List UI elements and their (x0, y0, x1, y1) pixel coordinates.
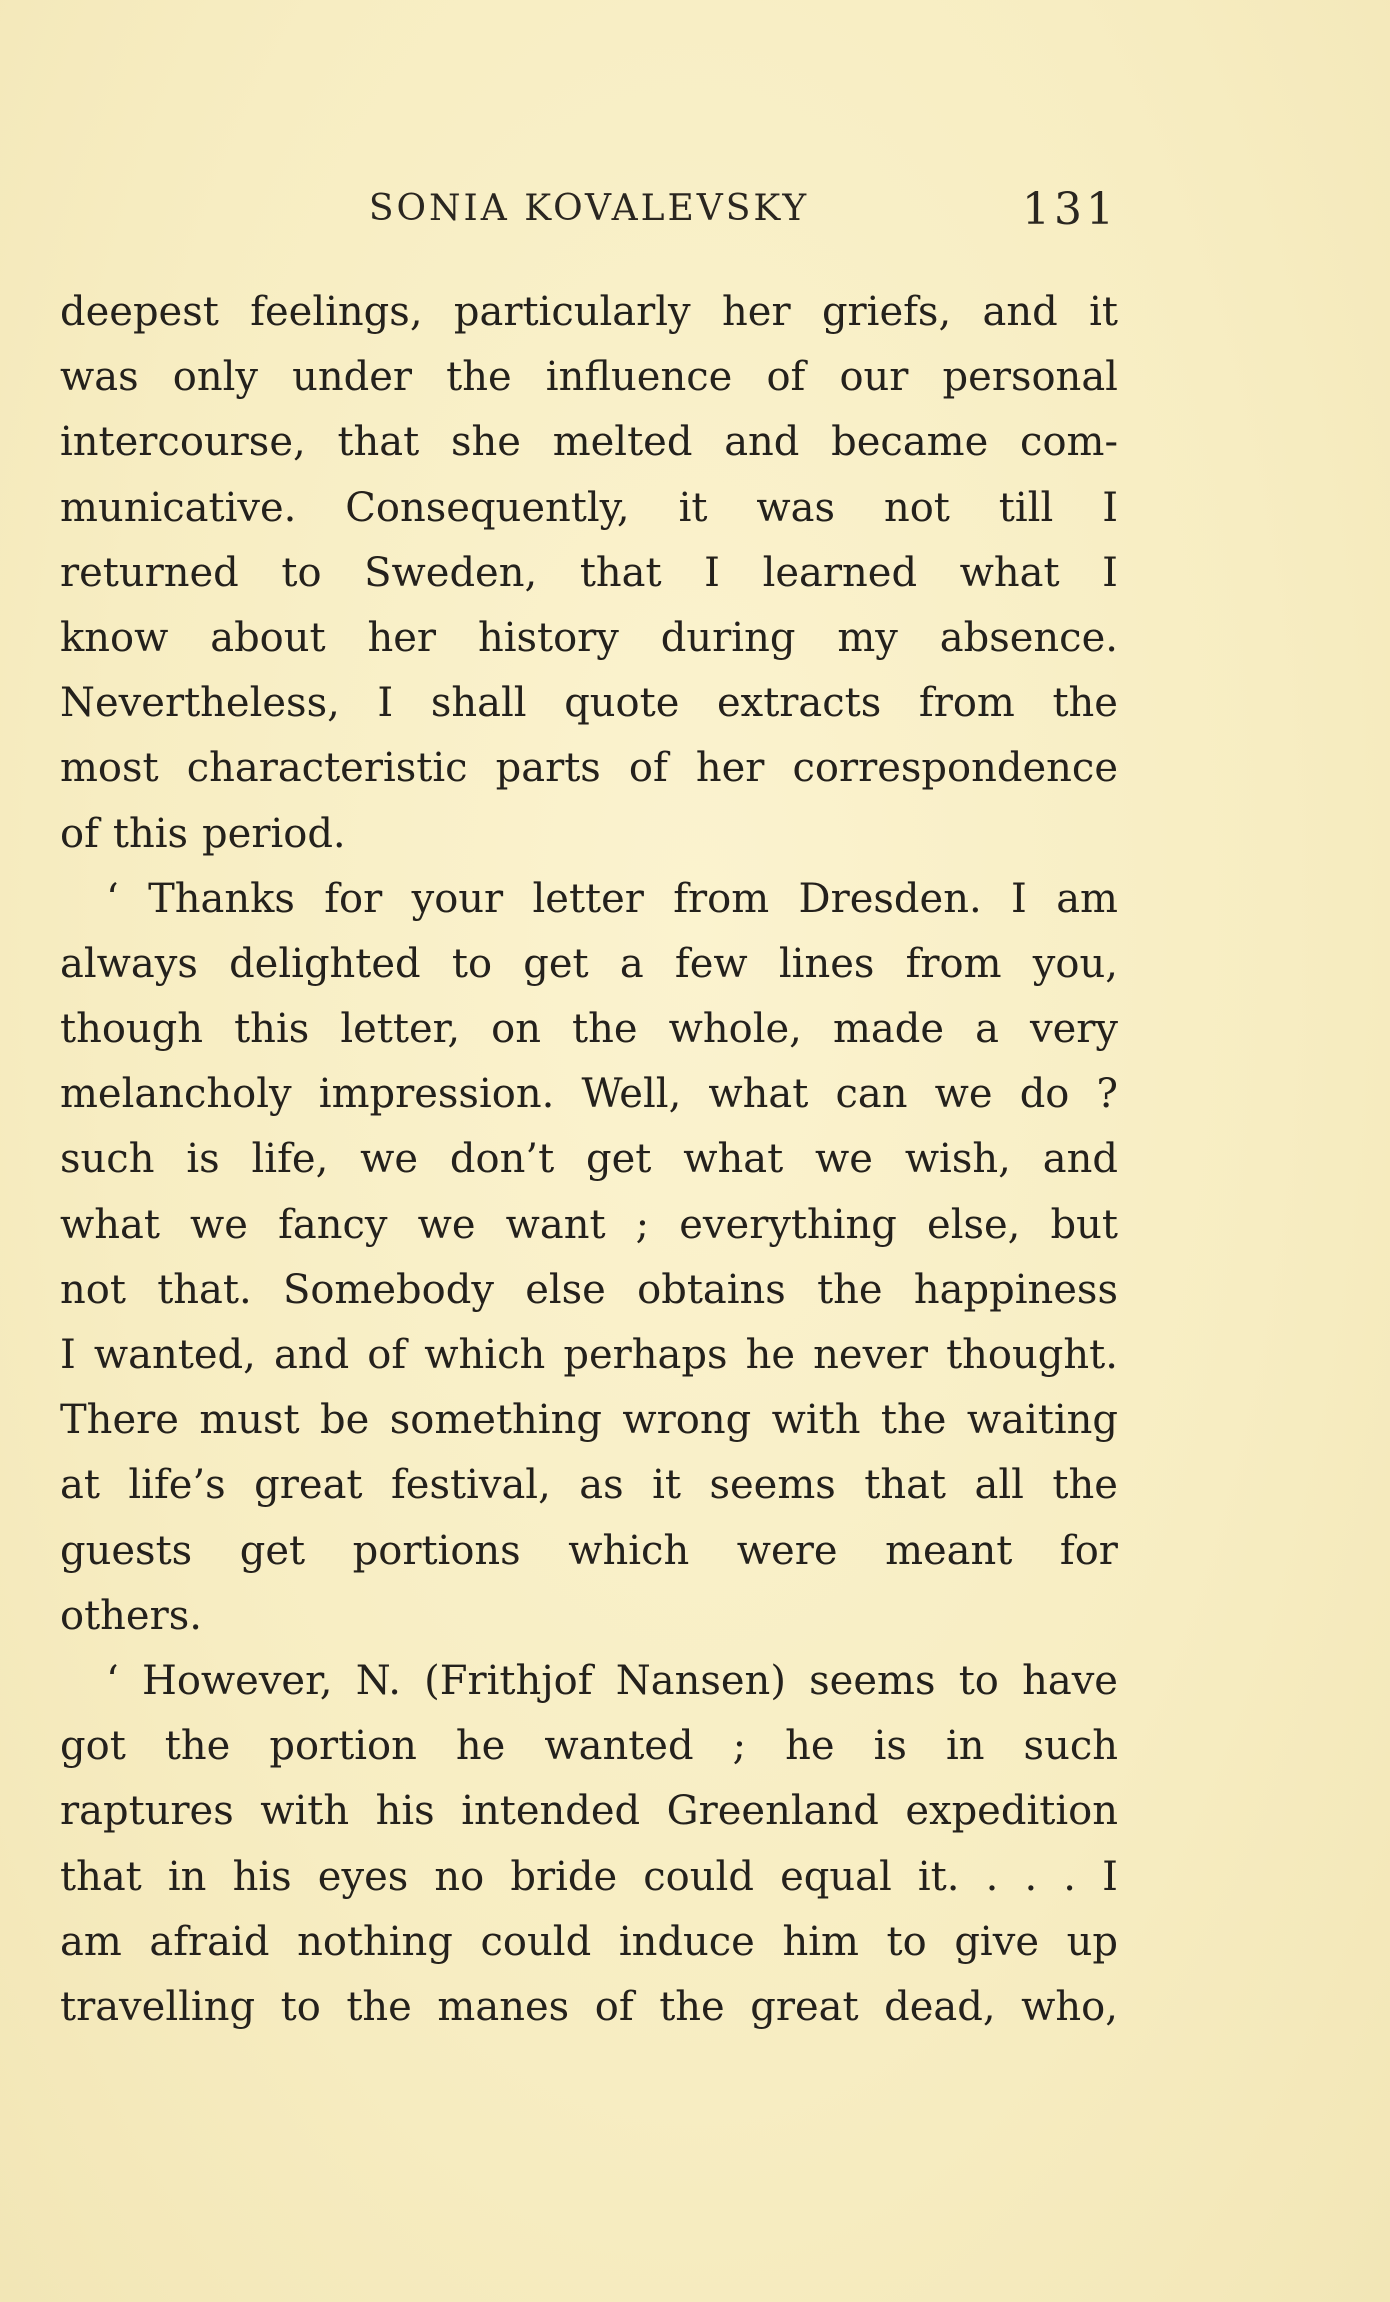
word: we (934, 1071, 993, 1118)
word: that (60, 1853, 142, 1900)
word: melancholy (60, 1071, 292, 1118)
word: was (756, 484, 835, 531)
text-line (60, 932, 1118, 997)
word: your (411, 875, 504, 922)
word: else, (927, 1201, 1021, 1248)
word: in (167, 1853, 207, 1900)
word: as (579, 1462, 624, 1509)
word: his (375, 1788, 435, 1835)
word: shall (430, 680, 527, 727)
word: this (112, 810, 189, 857)
word: raptures (60, 1788, 234, 1835)
word: though (60, 1006, 204, 1053)
word: about (210, 614, 326, 661)
word: of (628, 745, 668, 792)
page-header (60, 184, 1118, 248)
text-line (60, 867, 1118, 932)
word: everything (679, 1201, 897, 1248)
word: seems (709, 1462, 836, 1509)
word: can (835, 1071, 908, 1118)
word: we (815, 1136, 873, 1183)
word: feelings, (250, 289, 423, 335)
word: the (1052, 680, 1118, 727)
word: manes (437, 1983, 570, 2030)
word: we (190, 1201, 248, 1248)
word: learned (762, 549, 918, 596)
word: the (164, 1723, 231, 1770)
word: give (954, 1918, 1039, 1965)
word: very (1029, 1006, 1118, 1053)
text-line (60, 997, 1118, 1062)
word: be (320, 1397, 370, 1444)
word: it (678, 484, 708, 531)
body-text (60, 280, 1118, 2040)
word: intended (461, 1788, 641, 1835)
word: returned (60, 549, 239, 596)
word: and (724, 419, 800, 466)
running-head: SONIA KOVALEVSKY (368, 188, 810, 229)
word: expedition (905, 1788, 1118, 1835)
word: at (60, 1462, 100, 1509)
word: letter (532, 875, 644, 922)
word: portions (352, 1527, 521, 1574)
word: extracts (717, 680, 882, 727)
word: griefs, (821, 289, 952, 335)
word: . (1063, 1853, 1076, 1900)
word: which (424, 1332, 546, 1378)
word: a (975, 1006, 999, 1053)
word: am (60, 1918, 122, 1965)
word: under (292, 354, 413, 401)
word: our (839, 354, 909, 401)
word: of (766, 354, 806, 401)
word: perhaps (563, 1332, 728, 1378)
word: (Frithjof (424, 1657, 593, 1704)
word: . (1024, 1853, 1038, 1900)
word: travelling (60, 1983, 256, 2030)
word: get (239, 1527, 306, 1574)
text-line (60, 1258, 1118, 1323)
word: we (417, 1201, 476, 1248)
text-line (60, 1388, 1118, 1453)
text-line (60, 1193, 1118, 1258)
word: others. (60, 1592, 202, 1639)
word: he (785, 1723, 835, 1770)
word: must (199, 1397, 300, 1444)
word: the (880, 1397, 947, 1444)
word: up (1066, 1918, 1118, 1965)
word: festival, (390, 1462, 551, 1509)
word: my (837, 614, 898, 661)
word: have (1022, 1657, 1118, 1704)
text-line (60, 1453, 1118, 1518)
word: bride (510, 1853, 618, 1900)
word: history (477, 614, 619, 661)
word: delighted (229, 940, 421, 987)
text-line (60, 1062, 1118, 1127)
word: to (958, 1657, 999, 1704)
word: There (60, 1397, 179, 1444)
word: always (60, 940, 198, 987)
word: were (736, 1527, 838, 1574)
word: dead, (884, 1983, 996, 2030)
word: this (234, 1006, 310, 1053)
word: could (480, 1918, 592, 1965)
text-line (60, 541, 1118, 606)
word: whole, (668, 1006, 802, 1053)
word: all (974, 1462, 1024, 1509)
text-line (60, 1519, 1118, 1584)
word: N. (355, 1657, 401, 1704)
word: what (959, 549, 1060, 596)
text-line (60, 1975, 1118, 2040)
text-line (60, 1845, 1118, 1910)
word: I (1011, 875, 1027, 922)
word: made (832, 1006, 944, 1053)
word: thought. (946, 1332, 1118, 1378)
word: ‘ (106, 1657, 119, 1704)
word: that. (157, 1266, 252, 1313)
word: few (674, 940, 748, 987)
word: get (523, 940, 589, 987)
text-line (60, 1910, 1118, 1975)
word: I (1102, 484, 1118, 531)
word: most (60, 745, 159, 792)
word: not (883, 484, 950, 531)
word: his (232, 1853, 292, 1900)
word: . (985, 1853, 999, 1900)
word: to (886, 1918, 927, 1965)
word: of (60, 810, 99, 857)
word: is (873, 1723, 907, 1770)
word: wanted (544, 1723, 694, 1770)
text-line (60, 1323, 1118, 1388)
word: impression. (318, 1071, 555, 1118)
word: life’s (128, 1462, 226, 1509)
word: the (446, 354, 512, 401)
word: I (1102, 549, 1118, 596)
word: Greenland (666, 1788, 879, 1835)
word: letter, (340, 1006, 461, 1053)
word: am (1056, 875, 1118, 922)
text-line (60, 280, 1118, 345)
text-line (60, 671, 1118, 736)
word: during (660, 614, 796, 661)
word: not (60, 1266, 126, 1313)
word: characteristic (186, 745, 468, 792)
word: wish, (904, 1136, 1011, 1183)
word: ; (635, 1201, 650, 1248)
word: intercourse, (60, 419, 306, 466)
word: portion (269, 1723, 417, 1770)
word: want (505, 1201, 606, 1248)
word: what (683, 1136, 784, 1183)
word: you, (1032, 940, 1118, 987)
word: correspondence (792, 745, 1118, 792)
word: I (377, 680, 394, 727)
text-line (60, 736, 1118, 801)
word: never (813, 1332, 928, 1378)
word: what (708, 1071, 809, 1118)
word: Nevertheless, (60, 680, 340, 727)
page-number: 131 (1022, 184, 1118, 235)
word: meant (885, 1527, 1013, 1574)
word: However, (141, 1657, 333, 1704)
word: wanted, (93, 1332, 256, 1378)
word: till (998, 484, 1054, 531)
word: that (864, 1462, 947, 1509)
word: wrong (622, 1397, 752, 1444)
word: a (619, 940, 644, 987)
word: she (450, 419, 521, 466)
word: to (281, 549, 322, 596)
word: something (389, 1397, 602, 1444)
text-line (60, 802, 1118, 867)
word: nothing (297, 1918, 453, 1965)
word: her (695, 745, 765, 792)
word: who, (1021, 1983, 1118, 2030)
word: it (652, 1462, 681, 1509)
word: and (1042, 1136, 1118, 1183)
word: absence. (939, 614, 1118, 661)
word: ; (732, 1723, 747, 1770)
word: that (337, 419, 420, 466)
word: happiness (913, 1266, 1118, 1313)
word: the (817, 1266, 883, 1313)
word: and (273, 1332, 350, 1378)
word: I (704, 549, 720, 596)
text-line (60, 345, 1118, 410)
word: from (905, 940, 1002, 987)
word: Dresden. (798, 875, 982, 922)
text-line (60, 1649, 1118, 1714)
word: equal (780, 1853, 892, 1900)
word: became (831, 419, 989, 466)
word: her (367, 614, 437, 661)
word: we (360, 1136, 419, 1183)
word: don’t (449, 1136, 555, 1183)
word: personal (942, 354, 1118, 401)
word: get (586, 1136, 652, 1183)
word: Sweden, (364, 549, 538, 596)
word: him (782, 1918, 859, 1965)
word: which (568, 1527, 690, 1574)
word: of (594, 1983, 634, 2030)
word: only (172, 354, 258, 401)
text-line (60, 476, 1118, 541)
word: do (1019, 1071, 1070, 1118)
word: deepest (60, 289, 219, 335)
word: he (745, 1332, 796, 1378)
word: the (659, 1983, 725, 2030)
word: with (260, 1788, 350, 1835)
word: waiting (966, 1397, 1118, 1444)
word: such (60, 1136, 155, 1183)
word: what (60, 1201, 160, 1248)
text-line (60, 1584, 1118, 1649)
word: I (60, 1332, 76, 1378)
word: Thanks (148, 875, 295, 922)
word: melted (552, 419, 693, 466)
word: it. (917, 1853, 960, 1900)
word: no (434, 1853, 485, 1900)
word: from (918, 680, 1015, 727)
word: know (60, 614, 169, 661)
word: is (186, 1136, 220, 1183)
word: life, (251, 1136, 329, 1183)
word: such (1023, 1723, 1118, 1770)
word: guests (60, 1527, 193, 1574)
word: great (750, 1983, 859, 2030)
word: on (491, 1006, 541, 1053)
word: influence (545, 354, 733, 401)
word: Nansen) (615, 1657, 786, 1704)
word: obtains (637, 1266, 786, 1313)
word: else (525, 1266, 606, 1313)
word: the (1052, 1462, 1118, 1509)
word: afraid (149, 1918, 270, 1965)
word: ? (1096, 1071, 1118, 1118)
word: I (1102, 1853, 1118, 1900)
word: in (945, 1723, 985, 1770)
word: was (60, 354, 139, 401)
word: to (451, 940, 493, 987)
text-line (60, 606, 1118, 671)
word: quote (564, 680, 680, 727)
word: he (455, 1723, 506, 1770)
word: to (280, 1983, 321, 2030)
text-line (60, 1779, 1118, 1844)
word: period. (202, 810, 346, 857)
word: it (1089, 289, 1118, 335)
text-line (60, 410, 1118, 475)
word: fancy (278, 1201, 388, 1248)
word: for (324, 875, 383, 922)
word: eyes (317, 1853, 409, 1900)
word: ‘ (106, 875, 119, 922)
word: but (1050, 1201, 1118, 1248)
word: of (367, 1332, 407, 1378)
word: com- (1020, 419, 1118, 466)
word: from (673, 875, 770, 922)
word: induce (618, 1918, 755, 1965)
word: lines (778, 940, 875, 987)
word: with (771, 1397, 861, 1444)
word: got (60, 1723, 126, 1770)
text-line (60, 1714, 1118, 1779)
word: could (643, 1853, 754, 1900)
word: great (254, 1462, 363, 1509)
word: parts (495, 745, 601, 792)
word: her (722, 289, 791, 335)
word: the (572, 1006, 638, 1053)
word: that (579, 549, 662, 596)
word: particularly (453, 289, 691, 335)
text-line (60, 1127, 1118, 1192)
word: municative. (60, 484, 297, 531)
word: for (1059, 1527, 1118, 1574)
word: the (346, 1983, 412, 2030)
word: seems (809, 1657, 936, 1704)
word: and (982, 289, 1058, 335)
word: Well, (581, 1071, 682, 1118)
word: Consequently, (345, 484, 630, 531)
word: Somebody (282, 1266, 494, 1313)
